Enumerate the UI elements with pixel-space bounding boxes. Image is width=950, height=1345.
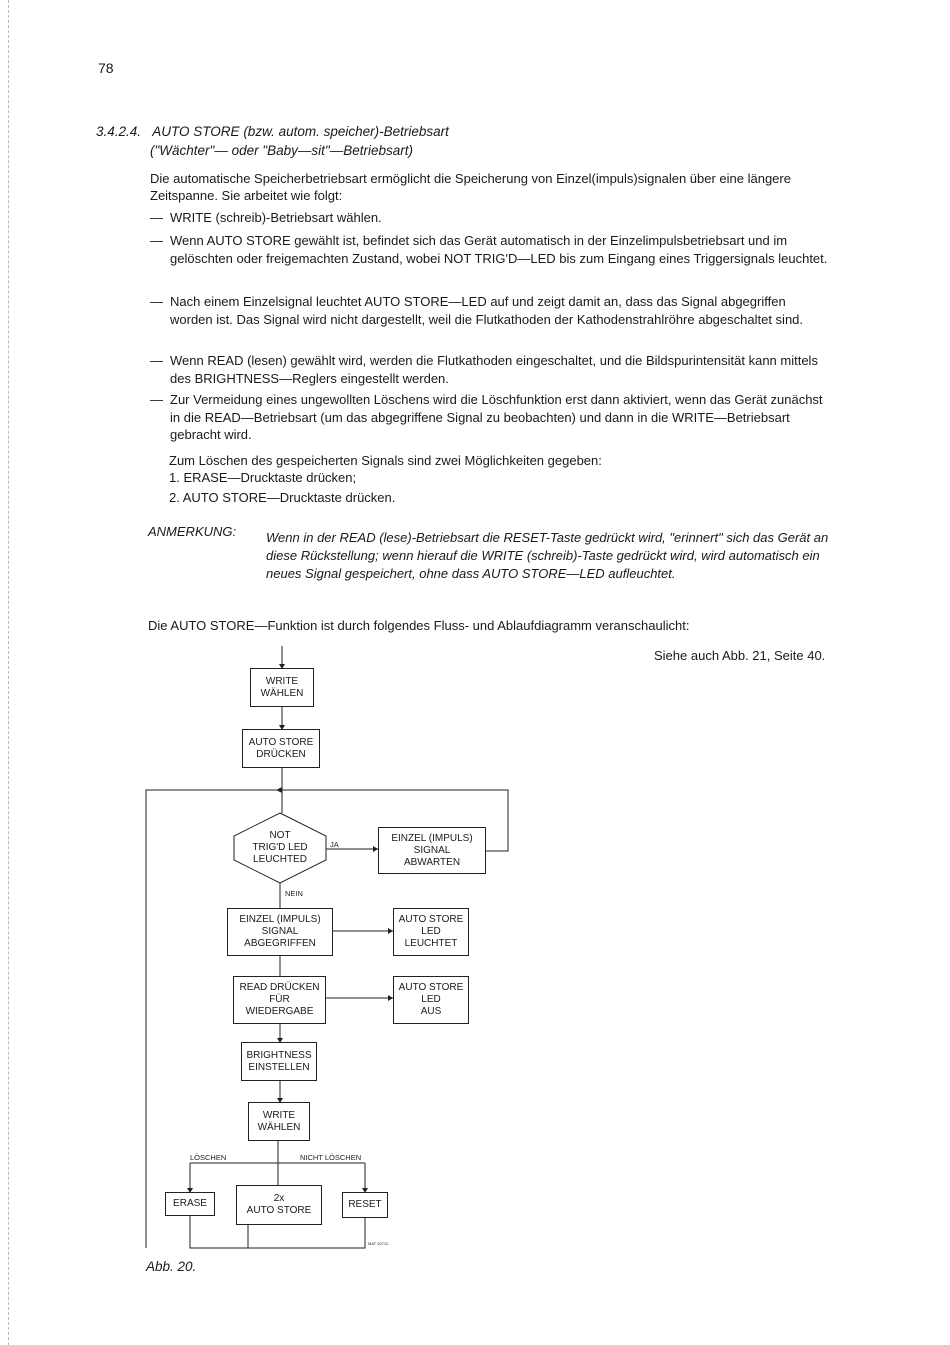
box-auto-store-2x: 2x AUTO STORE — [236, 1185, 322, 1225]
figure-caption: Abb. 20. — [146, 1259, 197, 1274]
section-number: 3.4.2.4. — [96, 124, 142, 139]
box-auto-store-press: AUTO STORE DRÜCKEN — [242, 729, 320, 768]
label-no-delete: NICHT LÖSCHEN — [300, 1153, 362, 1162]
numbered-item: 1. ERASE—Drucktaste drücken; — [169, 470, 357, 485]
bullet-text: Wenn READ (lesen) gewählt wird, werden die Flutkathoden eingeschaltet, und die Bildspurintensität kann mittels des BRIGHTNESS—Reglers eingestellt werden. — [170, 353, 818, 386]
decision-not-trigd-led: NOT TRIG'D LED LEUCHTED — [252, 830, 308, 865]
box-erase: ERASE — [165, 1192, 215, 1216]
section-subtitle: ("Wächter"— oder "Baby—sit"—Betriebsart) — [150, 143, 413, 158]
intro-paragraph: Die automatische Speicherbetriebsart ermöglicht die Speicherung von Einzel(impuls)signalen über eine längere Zeitspanne. Sie arbeitet wie folgt: — [150, 171, 791, 203]
see-also: Siehe auch Abb. 21, Seite 40. — [654, 648, 826, 663]
arrow-head — [276, 787, 282, 793]
bullet-dash: — — [150, 233, 163, 248]
box-led-on: AUTO STORE LED LEUCHTET — [393, 908, 469, 956]
flow-intro: Die AUTO STORE—Funktion ist durch folgendes Fluss- und Ablaufdiagramm veranschaulicht: — [148, 618, 690, 633]
reference-code: MAT 10712 — [368, 1241, 389, 1246]
box-write-select: WRITE WÄHLEN — [250, 668, 314, 707]
note-label: ANMERKUNG: — [148, 524, 237, 539]
bullet-dash: — — [150, 210, 163, 225]
bullet-text: Zur Vermeidung eines ungewollten Löschens wird die Löschfunktion erst dann aktiviert, wenn das Gerät zunächst in die READ—Betriebsart (um das abgegriffene Signal zu beobachten) und dann in die WRITE—Betriebsart gebracht wird. — [170, 392, 823, 442]
bullet-text: WRITE (schreib)-Betriebsart wählen. — [170, 210, 382, 225]
bullet-dash: — — [150, 392, 163, 407]
label-yes: JA — [330, 840, 339, 849]
delete-intro: Zum Löschen des gespeicherten Signals sind zwei Möglichkeiten gegeben: — [169, 453, 602, 468]
bullet-text: Wenn AUTO STORE gewählt ist, befindet sich das Gerät automatisch in der Einzelimpulsbetriebsart und im gelöschten oder freigemachten Zustand, wobei NOT TRIG'D—LED bis zum Eingang eines Triggersignals leuchtet. — [170, 233, 828, 266]
box-read-press: READ DRÜCKEN FÜR WIEDERGABE — [233, 976, 326, 1024]
bullet-dash: — — [150, 294, 163, 309]
box-write-select-2: WRITE WÄHLEN — [248, 1102, 310, 1141]
page-number: 78 — [98, 60, 114, 76]
box-brightness: BRIGHTNESS EINSTELLEN — [241, 1042, 317, 1081]
box-signal-captured: EINZEL (IMPULS) SIGNAL ABGEGRIFFEN — [227, 908, 333, 956]
label-delete: LÖSCHEN — [190, 1153, 227, 1162]
note-text: Wenn in der READ (lese)-Betriebsart die RESET-Taste gedrückt wird, "erinnert" sich das Gerät an diese Rückstellung; wenn hierauf die WRITE (schreib)-Taste gedrückt wird, wird automatisch ein neues Signal gespeichert, ohne dass AUTO STORE—LED aufleuchtet. — [266, 530, 829, 581]
box-wait-signal: EINZEL (IMPULS) SIGNAL ABWARTEN — [378, 827, 486, 874]
numbered-item: 2. AUTO STORE—Drucktaste drücken. — [169, 490, 396, 505]
label-no: NEIN — [285, 889, 303, 898]
section-title: AUTO STORE (bzw. autom. speicher)-Betriebsart — [152, 124, 449, 139]
bullet-dash: — — [150, 353, 163, 368]
box-reset: RESET — [342, 1192, 388, 1218]
box-led-off: AUTO STORE LED AUS — [393, 976, 469, 1024]
bullet-text: Nach einem Einzelsignal leuchtet AUTO STORE—LED auf und zeigt damit an, dass das Signal abgegriffen worden ist. Das Signal wird nicht dargestellt, weil die Flutkathoden der Kathodenstrahlröhre abgeschaltet sind. — [170, 294, 804, 327]
